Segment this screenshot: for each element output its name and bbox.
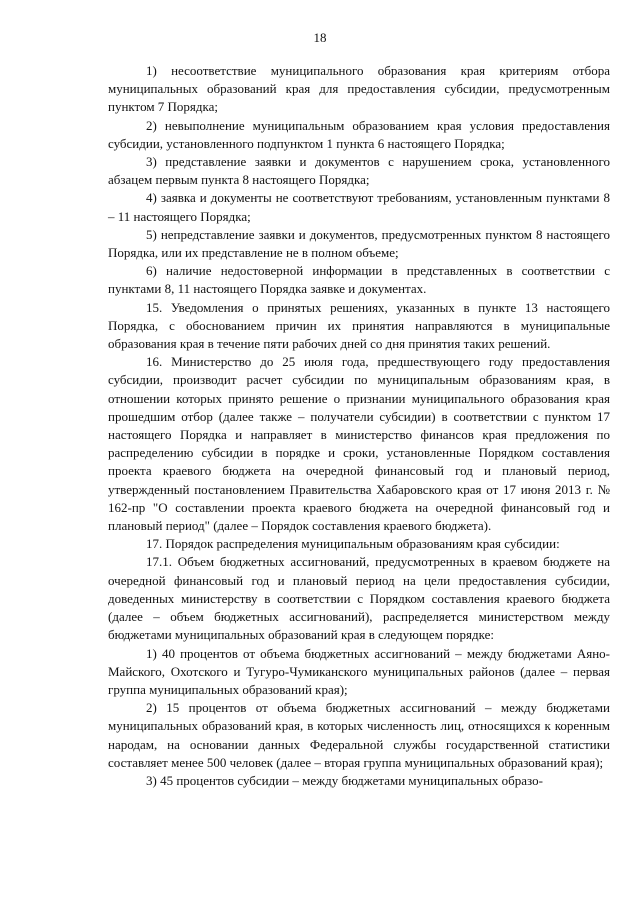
paragraph-reason-1: 1) несоответствие муниципального образования края критериям отбора муниципальных образований края для предоставления субсидии, предусмотренным пунктом 7 Порядка; <box>108 63 610 115</box>
paragraph-allocation-2: 2) 15 процентов от объема бюджетных ассигнований – между бюджетами муниципальных образований края, в которых численность лиц, относящихся к коренным народам, на основании данных Федеральной службы государственной статистики составляет менее 500 человек (далее – вторая группа муниципальных образований края); <box>108 700 610 770</box>
paragraph-clause-15: 15. Уведомления о принятых решениях, указанных в пункте 13 настоящего Порядка, с обоснованием причин их принятия направляются в муниципальные образования края в течение пяти рабочих дней со дня принятия таких решений. <box>108 299 610 352</box>
document-body <box>108 62 610 790</box>
paragraph-allocation-3: 3) 45 процентов субсидии – между бюджетами муниципальных образо- <box>146 772 543 788</box>
paragraph-reason-2: 2) невыполнение муниципальным образованием края условия предоставления субсидии, установленного подпунктом 1 пункта 6 настоящего Порядка; <box>108 117 610 151</box>
paragraph-reason-4: 4) заявка и документы не соответствуют требованиям, установленным пунктами 8 – 11 настоящего Порядка; <box>108 190 610 224</box>
paragraph-clause-16: 16. Министерство до 25 июля года, предшествующего году предоставления субсидии, производит расчет субсидии по муниципальным образованиям края, в отношении которых принято решение о признании муниципального образования края прошедшим отбор (далее также – получатели субсидии) в соответствии с пунктом 17 настоящего Порядка и направляет в министерство финансов края предложения по распределению субсидии в порядке и сроки, установленные Порядком составления проекта краевого бюджета на очередной финансовый год и плановый период, утвержденный постановлением Правительства Хабаровского края от 17 июня 2013 г. № 162-пр "О составлении проекта краевого бюджета на очередной финансовый год и плановый период" (далее – Порядок составления краевого бюджета). <box>108 354 610 534</box>
paragraph-reason-6: 6) наличие недостоверной информации в представленных в соответствии с пунктами 8, 11 настоящего Порядка заявке и документах. <box>108 263 610 297</box>
paragraph-clause-17-1: 17.1. Объем бюджетных ассигнований, предусмотренных в краевом бюджете на очередной финансовый год и плановый период на цели предоставления субсидии, доведенных министерству в соответствии с Порядком составления краевого бюджета (далее – объем бюджетных ассигнований), распределяется министерством между бюджетами муниципальных образований края в следующем порядке: <box>108 554 610 643</box>
paragraph-clause-17: 17. Порядок распределения муниципальным образованиям края субсидии: <box>146 536 560 552</box>
paragraph-reason-3: 3) представление заявки и документов с нарушением срока, установленного абзацем первым пункта 8 настоящего Порядка; <box>108 154 610 188</box>
paragraph-allocation-1: 1) 40 процентов от объема бюджетных ассигнований – между бюджетами Аяно-Майского, Охотского и Тугуро-Чумиканского муниципальных районов (далее – первая группа муниципальных образований края); <box>108 645 610 697</box>
page-number: 18 <box>313 30 327 45</box>
paragraph-reason-5: 5) непредставление заявки и документов, предусмотренных пунктом 8 настоящего Порядка, или их представление не в полном объеме; <box>108 226 610 261</box>
